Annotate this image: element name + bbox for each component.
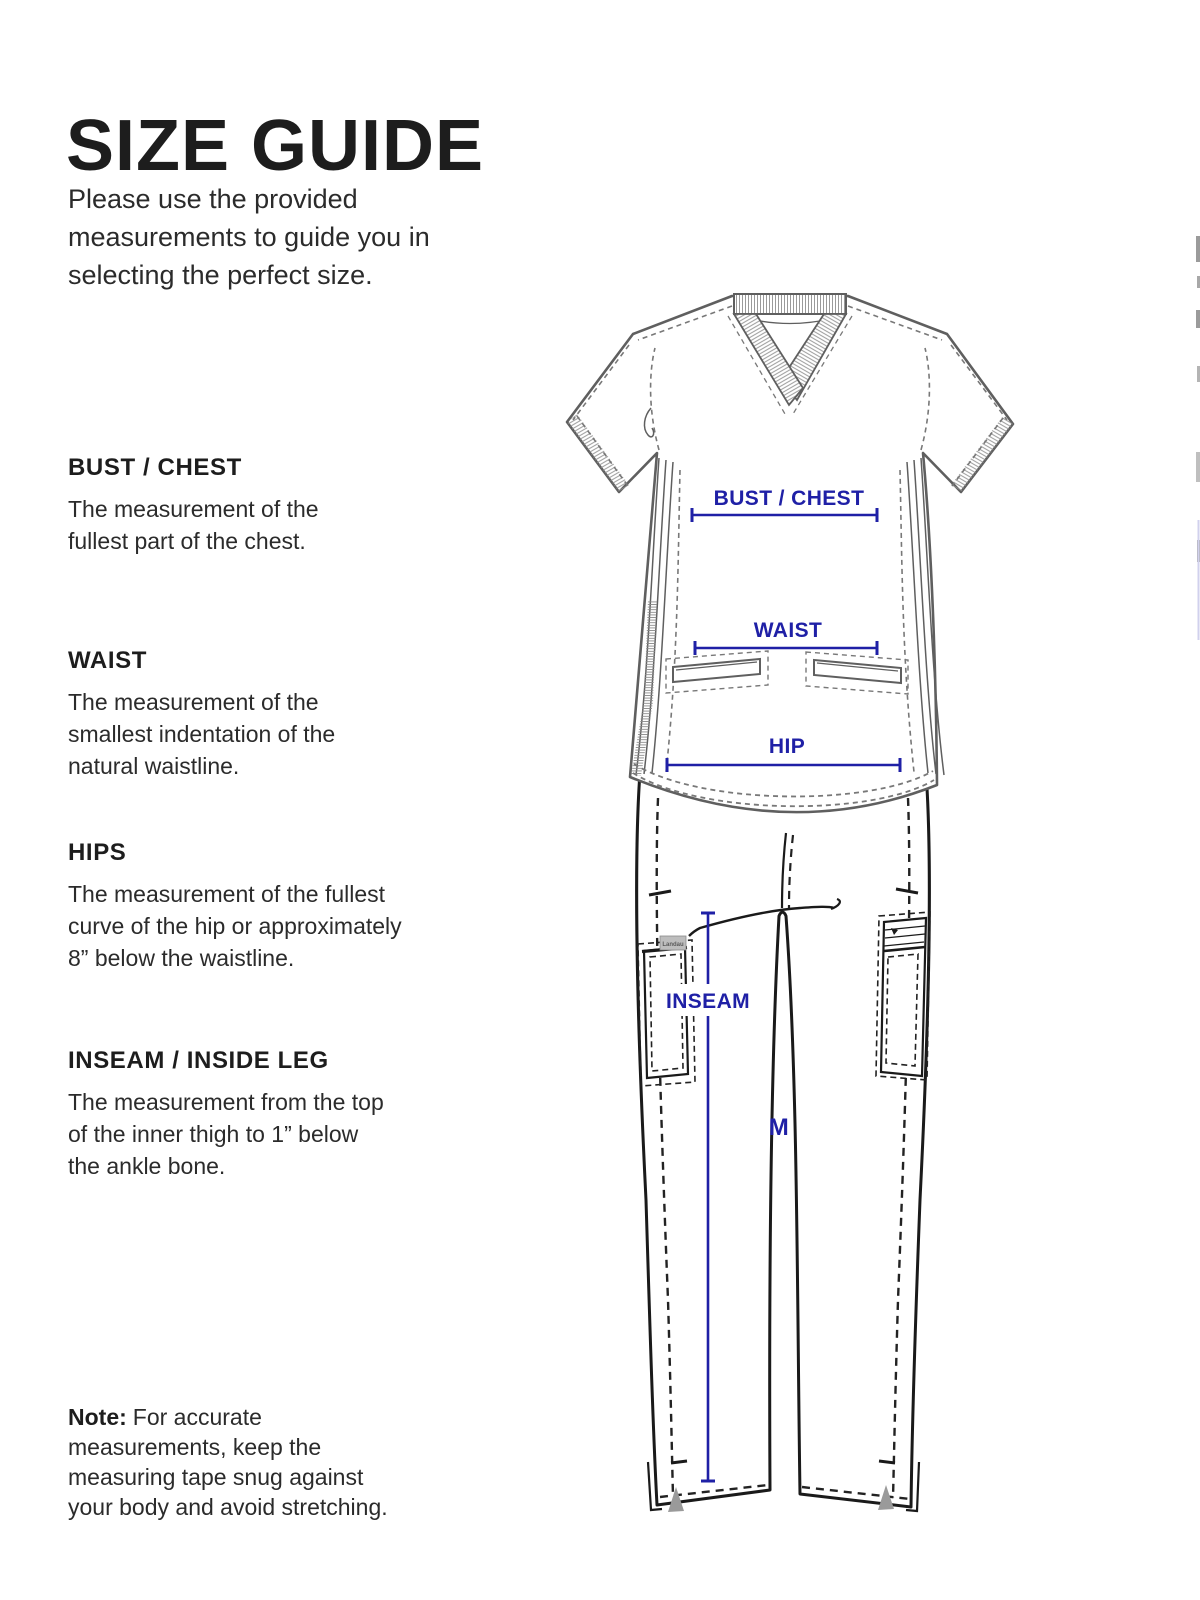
note-label: Note: xyxy=(68,1404,127,1430)
note-line: your body and avoid stretching. xyxy=(68,1494,388,1520)
brand-tag-label: Landau xyxy=(662,942,684,948)
note-line: measuring tape snug against xyxy=(68,1464,364,1490)
section-body-line: The measurement of the xyxy=(68,689,319,716)
section-body-line: of the inner thigh to 1” below xyxy=(68,1121,359,1148)
section-body-line: smallest indentation of the xyxy=(68,721,336,748)
page-title: SIZE GUIDE xyxy=(66,106,485,187)
section-body-line: The measurement from the top xyxy=(68,1089,384,1116)
section-body-line: curve of the hip or approximately xyxy=(68,913,402,940)
section-body-line: 8” below the waistline. xyxy=(68,945,295,972)
hip-measure-label: HIP xyxy=(768,735,806,758)
section-heading: INSEAM / INSIDE LEG xyxy=(68,1047,329,1074)
section-waist xyxy=(68,648,335,782)
intro-text xyxy=(68,180,430,294)
section-heading: HIPS xyxy=(68,839,127,866)
section-heading: BUST / CHEST xyxy=(68,454,242,481)
section-bust-chest xyxy=(68,455,319,557)
intro-line: selecting the perfect size. xyxy=(68,260,373,290)
section-hips xyxy=(68,840,402,974)
section-body-line: natural waistline. xyxy=(68,753,240,780)
note-line: measurements, keep the xyxy=(68,1434,322,1460)
section-inseam xyxy=(68,1048,384,1182)
size-marker-label: M xyxy=(768,1114,790,1141)
bust-measure-label: BUST / CHEST xyxy=(713,487,865,510)
note-text xyxy=(68,1402,388,1522)
section-body-line: The measurement of the fullest xyxy=(68,881,386,908)
intro-line: Please use the provided xyxy=(68,184,358,214)
section-heading: WAIST xyxy=(68,647,147,674)
inseam-measure-label: INSEAM xyxy=(665,990,751,1013)
section-body-line: The measurement of the xyxy=(68,496,319,523)
note-line: For accurate xyxy=(132,1404,262,1430)
intro-line: measurements to guide you in xyxy=(68,222,430,252)
right-edge-artifacts xyxy=(1196,236,1200,640)
waist-measure-label: WAIST xyxy=(753,619,823,642)
section-body-line: fullest part of the chest. xyxy=(68,528,306,555)
section-body-line: the ankle bone. xyxy=(68,1153,226,1180)
